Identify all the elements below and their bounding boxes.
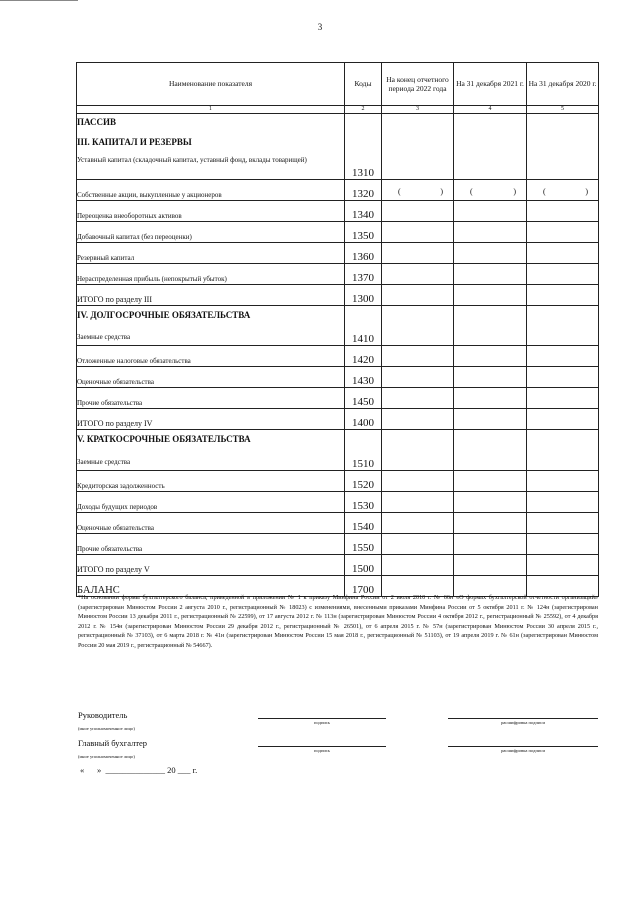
- value-cell: [382, 114, 454, 180]
- value-cell: [382, 471, 454, 492]
- row-label: ИТОГО по разделу III: [77, 285, 345, 306]
- row-code: 1530: [345, 492, 382, 513]
- head-label: Руководитель: [78, 710, 128, 720]
- value-cell: [527, 555, 599, 576]
- section-cell: [77, 114, 345, 180]
- value-cell: [527, 471, 599, 492]
- header-code: Коды: [345, 63, 382, 106]
- head-decoding-caption: расшифровка подписи: [501, 720, 545, 725]
- table-row: [77, 201, 599, 222]
- table-row: [77, 367, 599, 388]
- value-cell: [454, 409, 527, 430]
- row-code: 1410: [345, 306, 382, 346]
- section-3-heading: III. КАПИТАЛ И РЕЗЕРВЫ: [77, 136, 192, 147]
- row-label: БАЛАНС: [77, 576, 345, 597]
- value-cell: [454, 243, 527, 264]
- value-cell: [527, 492, 599, 513]
- table-row: [77, 409, 599, 430]
- value-cell: [454, 222, 527, 243]
- table-row: [77, 285, 599, 306]
- value-cell: [382, 346, 454, 367]
- paren-open: (: [543, 187, 546, 196]
- head-authorized-note: (иное уполномоченное лицо): [78, 726, 135, 731]
- value-cell: [454, 534, 527, 555]
- table-row: [77, 492, 599, 513]
- value-cell: [527, 367, 599, 388]
- paren-close: ): [585, 187, 588, 196]
- table-row: [77, 222, 599, 243]
- row-code: 1420: [345, 346, 382, 367]
- value-cell: [454, 471, 527, 492]
- row-code: 1540: [345, 513, 382, 534]
- row-code: 1370: [345, 264, 382, 285]
- row-label: Оценочные обязательства: [77, 513, 345, 534]
- row-label: Кредиторская задолженность: [77, 471, 345, 492]
- section-5-heading: V. КРАТКОСРОЧНЫЕ ОБЯЗАТЕЛЬСТВА: [77, 434, 251, 444]
- value-cell: [527, 388, 599, 409]
- section-cell: [77, 430, 345, 471]
- row-label: Прочие обязательства: [77, 534, 345, 555]
- value-cell: [382, 243, 454, 264]
- chief-signature-caption: подпись: [313, 748, 330, 753]
- row-label: Заемные средства: [77, 332, 131, 341]
- row-label: Заемные средства: [77, 457, 131, 466]
- value-cell: [382, 409, 454, 430]
- row-code: 1400: [345, 409, 382, 430]
- value-cell: [454, 492, 527, 513]
- value-cell: [454, 367, 527, 388]
- table-row: [77, 346, 599, 367]
- row-code: 1320: [345, 180, 382, 201]
- value-cell: [527, 114, 599, 180]
- row-label: Уставный капитал (складочный капитал, уставный фонд, вклады товарищей): [77, 155, 307, 164]
- head-signature-caption: подпись: [313, 720, 330, 725]
- row-code: 1350: [345, 222, 382, 243]
- table-row: [77, 534, 599, 555]
- value-cell: [382, 555, 454, 576]
- chief-accountant-label: Главный бухгалтер: [78, 738, 148, 748]
- page-number: 3: [317, 22, 323, 32]
- col-index: 2: [345, 106, 382, 114]
- value-cell: [454, 201, 527, 222]
- value-cell: [454, 264, 527, 285]
- paren-open: (: [470, 187, 473, 196]
- row-code: 1430: [345, 367, 382, 388]
- date-line: « » ______________ 20 ___ г.: [80, 765, 198, 775]
- row-code: 1700: [345, 576, 382, 597]
- paren-close: ): [513, 187, 516, 196]
- row-code: 1510: [345, 430, 382, 471]
- value-cell: [527, 306, 599, 346]
- value-cell: [527, 534, 599, 555]
- value-cell: [382, 222, 454, 243]
- row-label: Резервный капитал: [77, 243, 345, 264]
- row-code: 1300: [345, 285, 382, 306]
- row-code: 1360: [345, 243, 382, 264]
- value-cell: [454, 114, 527, 180]
- col-index: 4: [454, 106, 527, 114]
- section-4-heading: IV. ДОЛГОСРОЧНЫЕ ОБЯЗАТЕЛЬСТВА: [77, 310, 251, 320]
- value-cell: [382, 513, 454, 534]
- value-cell: [527, 430, 599, 471]
- table-row: [77, 430, 599, 471]
- value-cell: [382, 306, 454, 346]
- row-label: Отложенные налоговые обязательства: [77, 346, 345, 367]
- row-label: Собственные акции, выкупленные у акционеров: [77, 180, 345, 201]
- table-row: [77, 513, 599, 534]
- value-cell: [454, 430, 527, 471]
- value-cell: [454, 180, 527, 201]
- value-cell: [454, 306, 527, 346]
- header-col5: На 31 декабря 2020 г.: [527, 63, 599, 106]
- column-index-row: [77, 106, 599, 114]
- paren-open: (: [398, 187, 401, 196]
- value-cell: [382, 285, 454, 306]
- chief-decoding-caption: расшифровка подписи: [501, 748, 545, 753]
- header-name: Наименование показателя: [77, 63, 345, 106]
- row-label: Нераспределенная прибыль (непокрытый убыток): [77, 264, 345, 285]
- row-code: 1500: [345, 555, 382, 576]
- value-cell: [527, 180, 599, 201]
- value-cell: [527, 346, 599, 367]
- value-cell: [382, 388, 454, 409]
- value-cell: [527, 222, 599, 243]
- value-cell: [382, 492, 454, 513]
- section-cell: [77, 306, 345, 346]
- value-cell: [527, 264, 599, 285]
- table-row: [77, 555, 599, 576]
- table-row: [77, 306, 599, 346]
- row-label: ИТОГО по разделу IV: [77, 409, 345, 430]
- paren-close: ): [440, 187, 443, 196]
- col-index: 1: [77, 106, 345, 114]
- value-cell: [382, 180, 454, 201]
- value-cell: [527, 201, 599, 222]
- value-cell: [527, 513, 599, 534]
- row-code: 1340: [345, 201, 382, 222]
- table-row: [77, 180, 599, 201]
- value-cell: [382, 534, 454, 555]
- head-signature-line: [258, 718, 386, 719]
- chief-decoding-line: [448, 746, 598, 747]
- table-row: [77, 264, 599, 285]
- footnote: *На основании формы бухгалтерского баланса, приведенной в приложении № 1 к приказу Минфина России от 2 июля 2010 г. № 66н «О формах бухгалтерской отчетности организаций» (зарегистрирован Минюстом России 2 августа 2010 г., регистрационный № 18023) с изменениями, внесенными приказами Минфина России от 5 октября 2011 г. № 124н (зарегистрирован Минюстом России 13 декабря 2011 г., регистрационный № 22599), от 17 августа 2012 г. № 113н (зарегистрирован Минюстом России 4 октября 2012 г., регистрационный № 25592), от 4 декабря 2012 г. № 154н (зарегистрирован Минюстом России 29 декабря 2012 г., регистрационный № 26501), от 6 апреля 2015 г. № 57н (зарегистрирован Минюстом России 30 апреля 2015 г., регистрационный № 37103), от 6 марта 2018 г. № 41н (зарегистрирован Минюстом России 15 мая 2018 г., регистрационный № 51103), от 19 апреля 2019 г. № 61н (зарегистрирован Минюстом России 20 мая 2019 г., регистрационный № 54667).: [78, 594, 598, 650]
- row-label: Оценочные обязательства: [77, 367, 345, 388]
- table-row: [77, 471, 599, 492]
- chief-authorized-note: (иное уполномоченное лицо): [78, 754, 135, 759]
- row-code: 1450: [345, 388, 382, 409]
- value-cell: [382, 367, 454, 388]
- col-index: 3: [382, 106, 454, 114]
- header-col4: На 31 декабря 2021 г.: [454, 63, 527, 106]
- row-label: ИТОГО по разделу V: [77, 555, 345, 576]
- header-row: [77, 63, 599, 106]
- value-cell: [454, 555, 527, 576]
- value-cell: [454, 285, 527, 306]
- passiv-heading: ПАССИВ: [77, 117, 117, 127]
- row-code: 1550: [345, 534, 382, 555]
- head-decoding-line: [448, 718, 598, 719]
- top-rule: [0, 0, 78, 1]
- table-row: [77, 114, 599, 180]
- row-label: Прочие обязательства: [77, 388, 345, 409]
- value-cell: [382, 430, 454, 471]
- table-row: [77, 388, 599, 409]
- value-cell: [382, 201, 454, 222]
- chief-signature-line: [258, 746, 386, 747]
- row-label: Добавочный капитал (без переоценки): [77, 222, 345, 243]
- row-label: Переоценка внеоборотных активов: [77, 201, 345, 222]
- row-code: 1520: [345, 471, 382, 492]
- header-col3: На конец отчетного периода 2022 года: [382, 63, 454, 106]
- value-cell: [382, 264, 454, 285]
- balance-table: [76, 62, 599, 597]
- row-label: Доходы будущих периодов: [77, 492, 345, 513]
- value-cell: [454, 346, 527, 367]
- row-code: 1310: [345, 114, 382, 180]
- value-cell: [527, 243, 599, 264]
- value-cell: [454, 388, 527, 409]
- value-cell: [454, 513, 527, 534]
- value-cell: [527, 285, 599, 306]
- col-index: 5: [527, 106, 599, 114]
- value-cell: [527, 409, 599, 430]
- table-row: [77, 243, 599, 264]
